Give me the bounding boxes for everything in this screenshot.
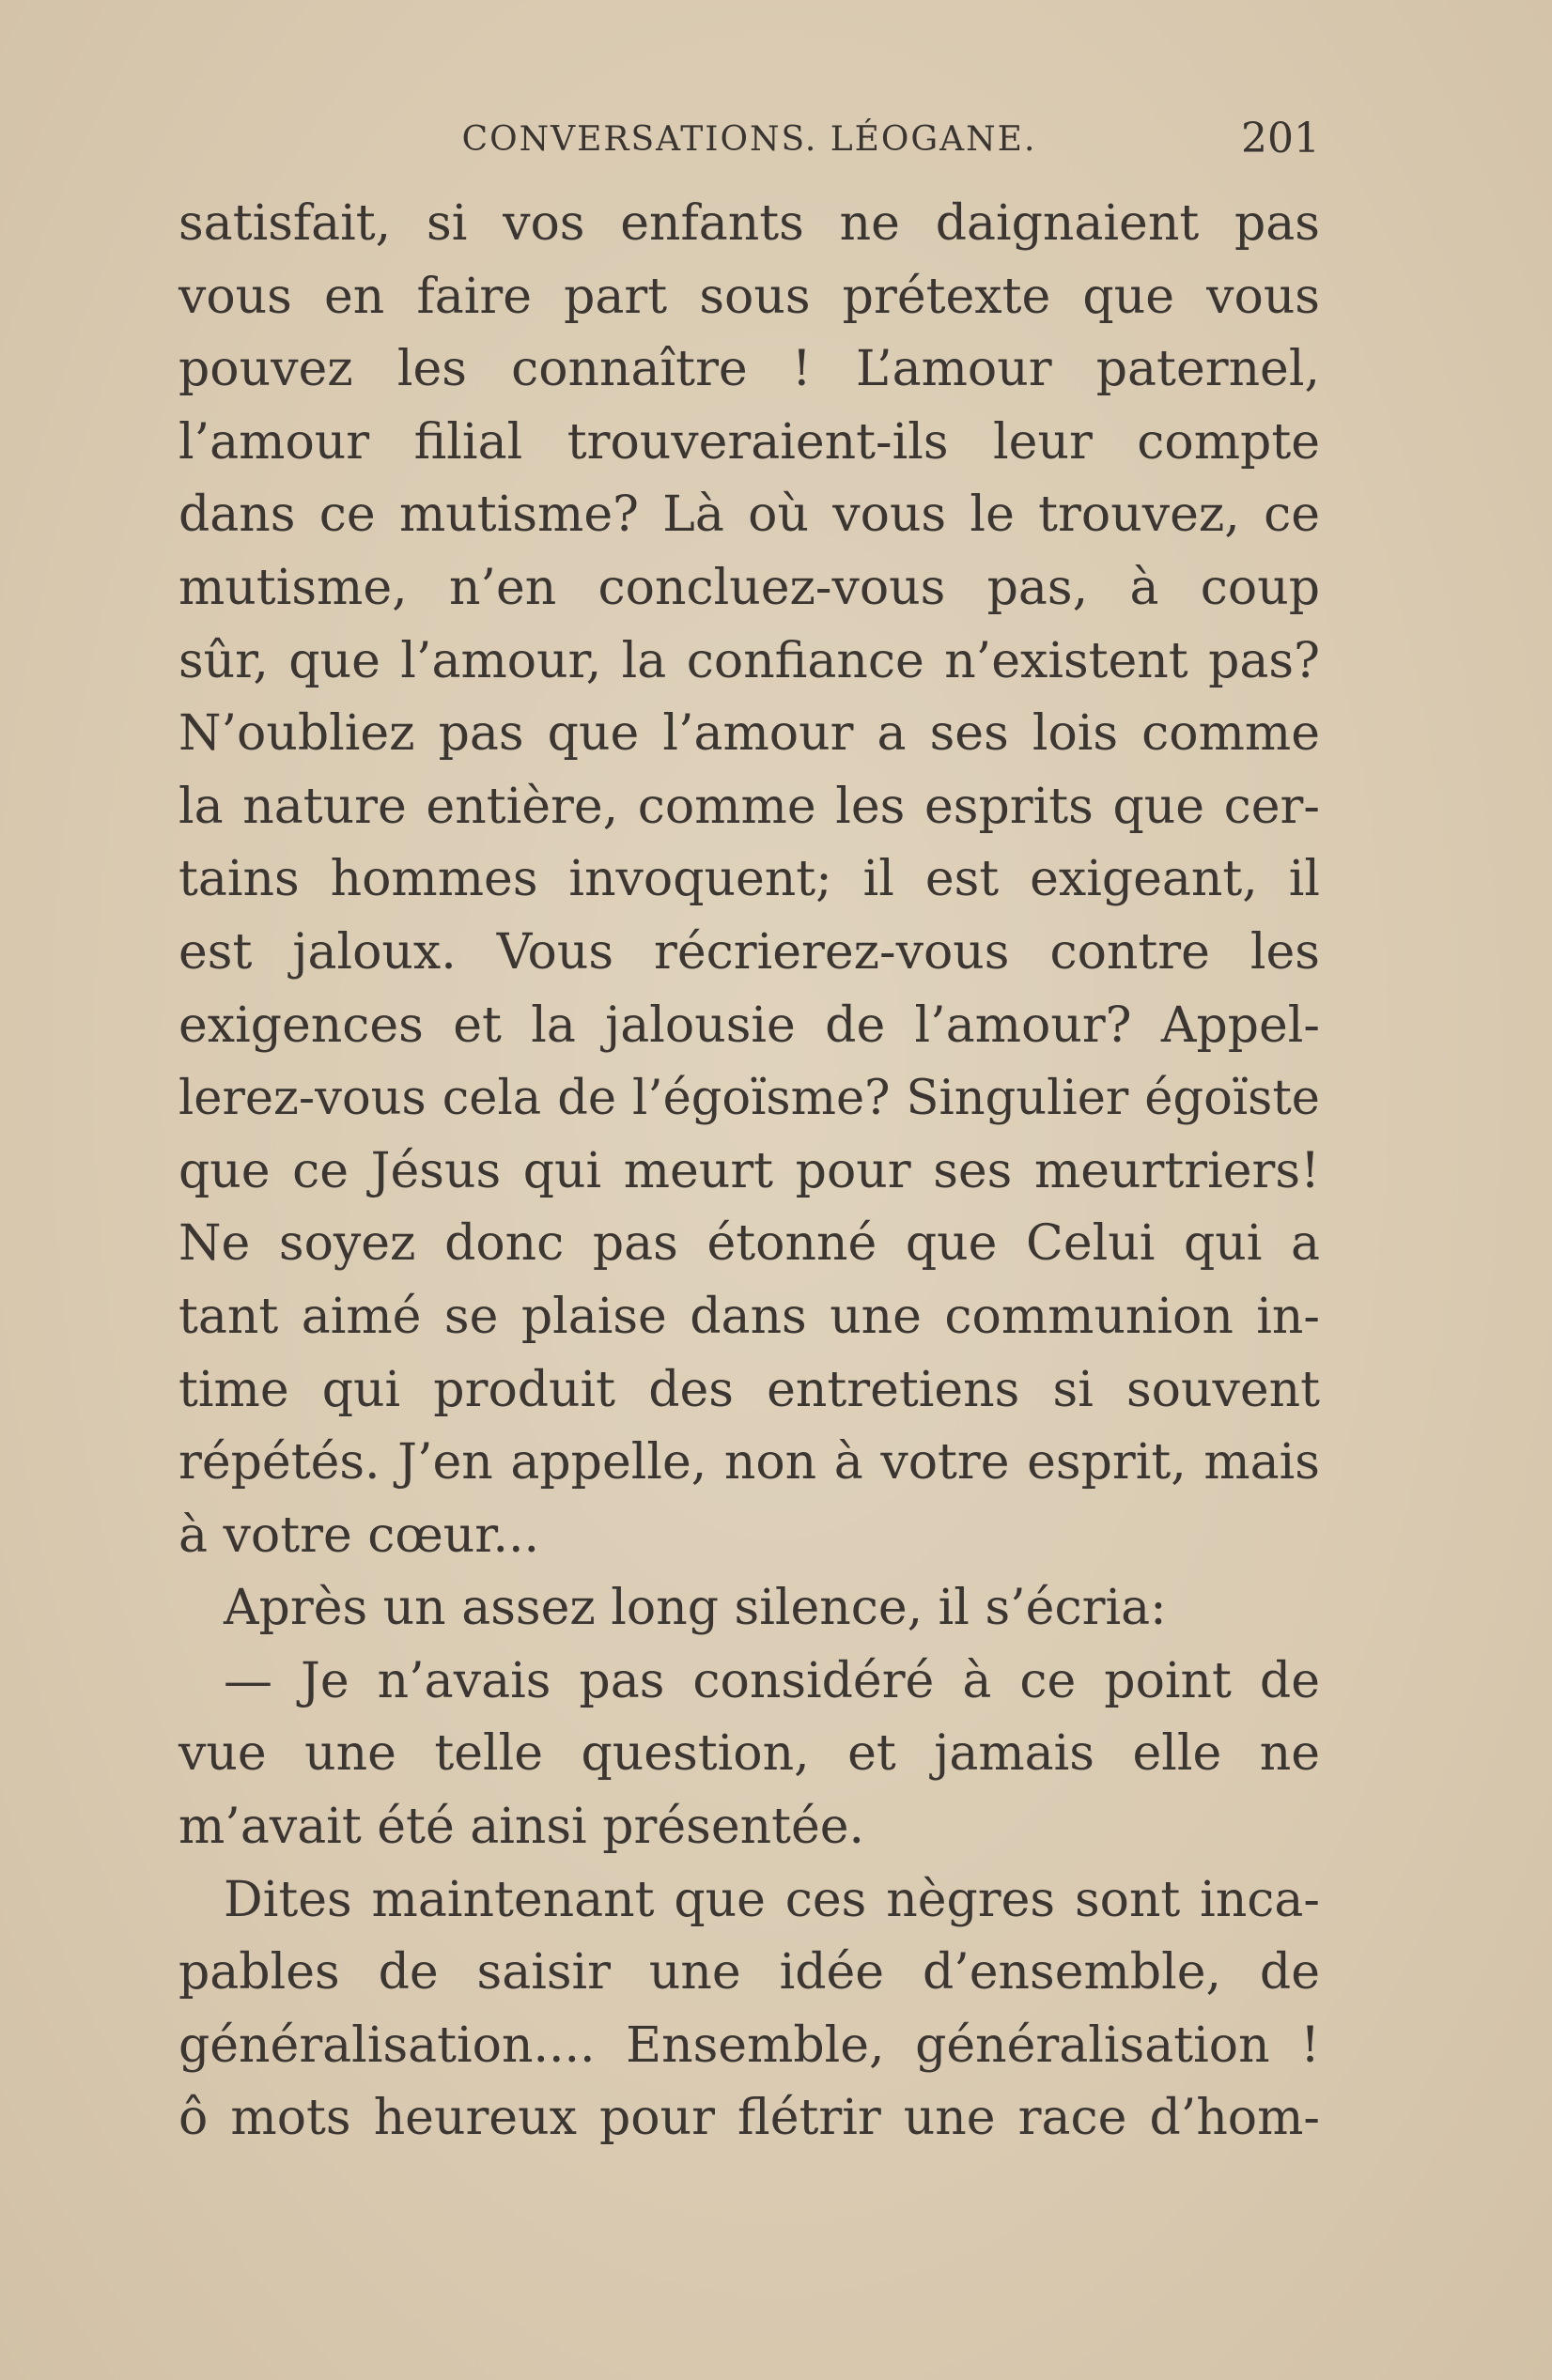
text-line: vue une telle question, et jamais elle ne <box>178 1725 1320 1783</box>
text-line: à votre cœur... <box>178 1507 540 1564</box>
text-line: pouvez les connaître ! L’amour paternel, <box>178 341 1320 398</box>
text-line: est jaloux. Vous récrierez-vous contre les <box>178 923 1320 981</box>
text-line: dans ce mutisme? Là où vous le trouvez, ce <box>178 487 1320 544</box>
text-line: tains hommes invoquent; il est exigeant, il <box>178 851 1320 908</box>
text-line: m’avait été ainsi présentée. <box>178 1799 865 1856</box>
text-line: mutisme, n’en concluez-vous pas, à coup <box>178 559 1320 616</box>
text-line: tant aimé se plaise dans une communion in- <box>178 1288 1320 1345</box>
page-number: 201 <box>1241 115 1320 162</box>
text-line: lerez-vous cela de l’égoïsme? Singulier égoïste <box>178 1071 1320 1127</box>
text-line: N’oubliez pas que l’amour a ses lois comme <box>178 705 1320 763</box>
paragraph-start-line: — Je n’avais pas considéré à ce point de <box>224 1652 1320 1709</box>
page-header <box>178 113 1320 169</box>
paragraph-start-line: Dites maintenant que ces nègres sont inca- <box>224 1871 1320 1928</box>
text-line: l’amour filial trouveraient-ils leur compte <box>178 413 1320 471</box>
text-line: satisfait, si vos enfants ne daignaient pas <box>178 195 1320 252</box>
body-text <box>178 188 1320 2156</box>
text-line: time qui produit des entretiens si souvent <box>178 1361 1320 1418</box>
text-line: pables de saisir une idée d’ensemble, de <box>178 1944 1320 2001</box>
text-line: la nature entière, comme les esprits que cer- <box>178 778 1320 835</box>
paragraph-start-line: Après un assez long silence, il s’écria: <box>224 1580 1167 1637</box>
text-line: ô mots heureux pour flétrir une race d’hom- <box>178 2090 1320 2147</box>
text-line: exigences et la jalousie de l’amour? Appel- <box>178 997 1320 1054</box>
text-line: vous en faire part sous prétexte que vous <box>178 268 1320 325</box>
running-title: CONVERSATIONS. LÉOGANE. <box>461 120 1037 159</box>
text-line: que ce Jésus qui meurt pour ses meurtriers! <box>178 1142 1320 1199</box>
text-line: généralisation.... Ensemble, généralisation ! <box>178 2017 1320 2074</box>
text-line: Ne soyez donc pas étonné que Celui qui a <box>178 1215 1320 1273</box>
text-line: sûr, que l’amour, la confiance n’existent pas? <box>178 632 1320 689</box>
text-line: répétés. J’en appelle, non à votre esprit, mais <box>178 1434 1320 1491</box>
